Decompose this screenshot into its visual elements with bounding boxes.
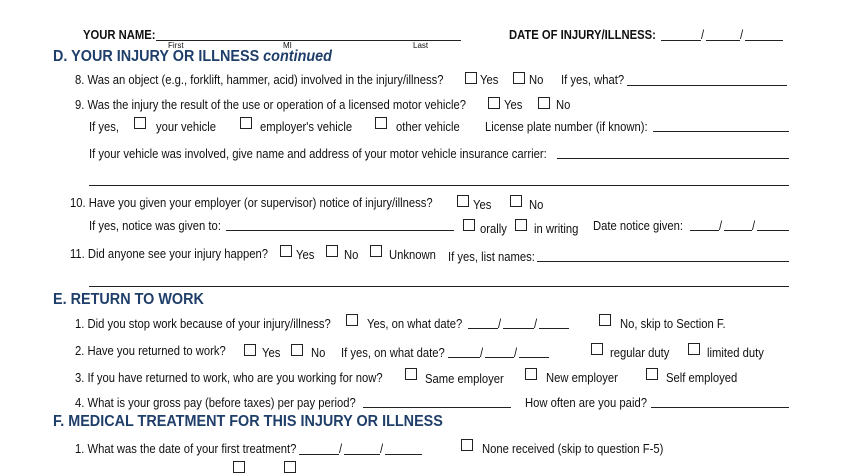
date-slash: / <box>339 442 343 456</box>
e3-text: 3. If you have returned to work, who are you working for now? <box>75 371 383 385</box>
date-slash: / <box>740 28 744 42</box>
self-employed-label: Self employed <box>666 371 738 385</box>
your-name-label: YOUR NAME: <box>83 28 156 42</box>
treatment-day-field[interactable] <box>344 454 380 455</box>
return-month-field[interactable] <box>448 357 480 358</box>
section-e-title: E. RETURN TO WORK <box>53 291 204 308</box>
notice-day-field[interactable] <box>724 230 752 231</box>
e2-date-label: If yes, on what date? <box>341 346 445 360</box>
q8-no-label: No <box>529 73 544 87</box>
e1-no-checkbox[interactable] <box>599 314 611 326</box>
q8-yes-checkbox[interactable] <box>465 72 477 84</box>
new-employer-checkbox[interactable] <box>525 368 537 380</box>
employer-vehicle-label: employer's vehicle <box>260 120 353 134</box>
f1-text: 1. What was the date of your first treatment? <box>75 442 297 456</box>
e1-yes-label: Yes, on what date? <box>367 317 463 331</box>
date-slash: / <box>719 219 723 233</box>
witness-names-field-2[interactable] <box>89 286 789 287</box>
q11-no-label: No <box>344 248 359 262</box>
e2-text: 2. Have you returned to work? <box>75 344 226 358</box>
date-slash: / <box>498 317 502 331</box>
date-given-label: Date notice given: <box>593 219 684 233</box>
injury-day-field[interactable] <box>706 40 740 41</box>
q9-no-label: No <box>556 98 571 112</box>
e2-no-label: No <box>311 346 326 360</box>
return-day-field[interactable] <box>485 357 514 358</box>
q10-no-label: No <box>529 198 544 212</box>
q11-unknown-label: Unknown <box>389 248 436 262</box>
insurance-field-1[interactable] <box>557 158 789 159</box>
treatment-month-field[interactable] <box>299 454 339 455</box>
new-employer-label: New employer <box>546 371 618 385</box>
stop-day-field[interactable] <box>503 328 534 329</box>
mi-sublabel: MI <box>283 41 292 50</box>
e4-text: 4. What is your gross pay (before taxes) per pay period? <box>75 396 356 410</box>
stop-year-field[interactable] <box>539 328 569 329</box>
how-often-field[interactable] <box>651 407 789 408</box>
q11-yes-label: Yes <box>296 248 315 262</box>
other-vehicle-label: other vehicle <box>396 120 460 134</box>
insurance-field-2[interactable] <box>89 185 789 186</box>
q9-yes-label: Yes <box>504 98 523 112</box>
f2-yes-checkbox[interactable] <box>233 461 245 473</box>
none-received-label: None received (skip to question F-5) <box>482 442 664 456</box>
none-received-checkbox[interactable] <box>461 439 473 451</box>
q8-yes-label: Yes <box>480 73 499 87</box>
q8-no-checkbox[interactable] <box>513 72 525 84</box>
injury-year-field[interactable] <box>745 40 783 41</box>
limited-duty-label: limited duty <box>707 346 764 360</box>
q10-yes-checkbox[interactable] <box>457 195 469 207</box>
other-vehicle-checkbox[interactable] <box>375 117 387 129</box>
e2-yes-label: Yes <box>262 346 281 360</box>
section-d-title: D. YOUR INJURY OR ILLNESS continued <box>53 48 332 65</box>
list-names-label: If yes, list names: <box>448 250 535 264</box>
e1-yes-checkbox[interactable] <box>346 314 358 326</box>
date-slash: / <box>480 346 484 360</box>
e2-yes-checkbox[interactable] <box>244 344 256 356</box>
your-vehicle-label: your vehicle <box>156 120 217 134</box>
q10-no-checkbox[interactable] <box>510 195 522 207</box>
notice-month-field[interactable] <box>690 230 719 231</box>
q10-yes-label: Yes <box>473 198 492 212</box>
last-sublabel: Last <box>413 41 429 50</box>
q8-what-field[interactable] <box>627 85 787 86</box>
date-slash: / <box>380 442 384 456</box>
q11-text: 11. Did anyone see your injury happen? <box>70 247 269 261</box>
in-writing-checkbox[interactable] <box>515 219 527 231</box>
treatment-year-field[interactable] <box>385 454 422 455</box>
date-slash: / <box>534 317 538 331</box>
regular-duty-checkbox[interactable] <box>591 343 603 355</box>
e1-text: 1. Did you stop work because of your injury/illness? <box>75 317 331 331</box>
gross-pay-field[interactable] <box>363 407 511 408</box>
notice-given-to-field[interactable] <box>226 230 454 231</box>
plate-label: License plate number (if known): <box>485 120 648 134</box>
date-of-injury-label: DATE OF INJURY/ILLNESS: <box>509 28 656 42</box>
q9-no-checkbox[interactable] <box>538 97 550 109</box>
plate-field[interactable] <box>653 131 789 132</box>
first-sublabel: First <box>168 41 184 50</box>
date-slash: / <box>701 28 705 42</box>
e1-no-label: No, skip to Section F. <box>620 317 726 331</box>
return-year-field[interactable] <box>519 357 549 358</box>
q11-no-checkbox[interactable] <box>326 245 338 257</box>
self-employed-checkbox[interactable] <box>646 368 658 380</box>
orally-checkbox[interactable] <box>463 219 475 231</box>
insurance-label: If your vehicle was involved, give name and address of your motor vehicle insurance carrier: <box>89 147 547 161</box>
q11-unknown-checkbox[interactable] <box>370 245 382 257</box>
q11-yes-checkbox[interactable] <box>280 245 292 257</box>
f2-no-checkbox[interactable] <box>284 461 296 473</box>
employer-vehicle-checkbox[interactable] <box>240 117 252 129</box>
limited-duty-checkbox[interactable] <box>688 343 700 355</box>
q9-yes-checkbox[interactable] <box>488 97 500 109</box>
notice-given-to-label: If yes, notice was given to: <box>89 219 221 233</box>
injury-month-field[interactable] <box>661 40 701 41</box>
same-employer-label: Same employer <box>425 372 504 386</box>
q9-if-yes-label: If yes, <box>89 120 120 134</box>
same-employer-checkbox[interactable] <box>405 368 417 380</box>
stop-month-field[interactable] <box>468 328 498 329</box>
section-f-title: F. MEDICAL TREATMENT FOR THIS INJURY OR ILLNESS <box>53 413 443 430</box>
q10-text: 10. Have you given your employer (or supervisor) notice of injury/illness? <box>70 196 433 210</box>
q8-if-yes-label: If yes, what? <box>561 73 625 87</box>
your-vehicle-checkbox[interactable] <box>134 117 146 129</box>
date-slash: / <box>752 219 756 233</box>
q8-text: 8. Was an object (e.g., forklift, hammer, acid) involved in the injury/illness? <box>75 73 444 87</box>
how-often-label: How often are you paid? <box>525 396 647 410</box>
date-slash: / <box>514 346 518 360</box>
witness-names-field-1[interactable] <box>537 261 789 262</box>
q9-text: 9. Was the injury the result of the use or operation of a licensed motor vehicle? <box>75 98 467 112</box>
in-writing-label: in writing <box>534 222 579 236</box>
e2-no-checkbox[interactable] <box>291 344 303 356</box>
notice-year-field[interactable] <box>757 230 789 231</box>
orally-label: orally <box>480 222 507 236</box>
regular-duty-label: regular duty <box>610 346 670 360</box>
